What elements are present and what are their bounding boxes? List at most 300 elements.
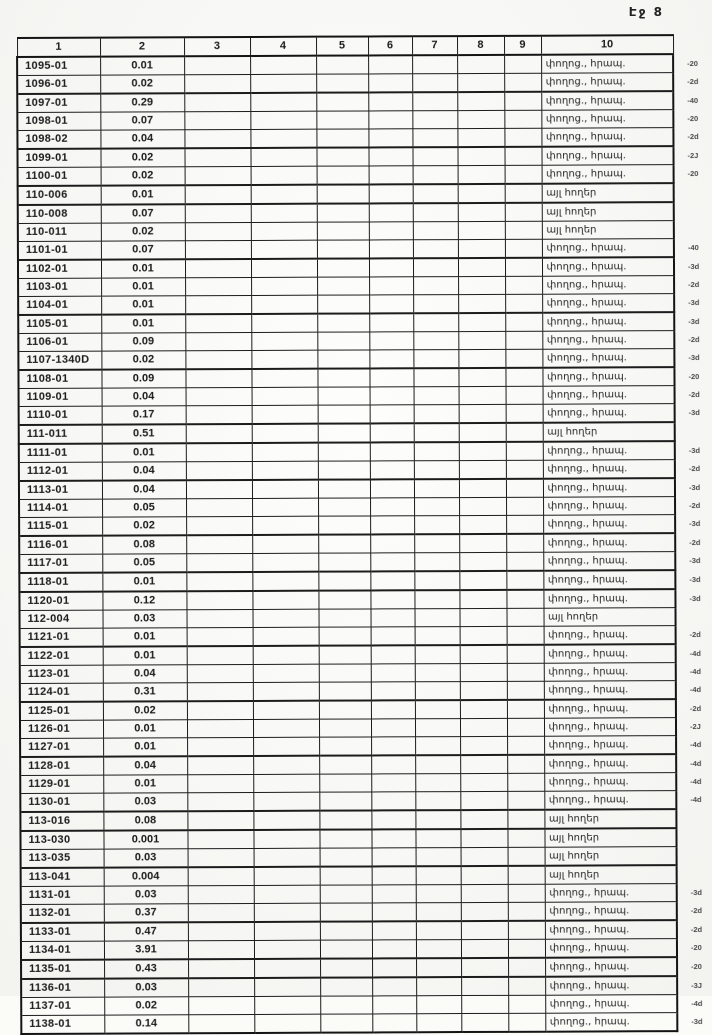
empty-cell	[319, 645, 371, 664]
empty-cell	[506, 552, 543, 571]
empty-cell	[251, 332, 317, 350]
column-header-5: 5	[316, 36, 368, 55]
empty-cell	[412, 147, 457, 166]
parcel-id: 1133-01	[21, 923, 104, 942]
parcel-id: 1110-01	[19, 406, 102, 425]
empty-cell	[508, 902, 545, 921]
empty-cell	[414, 571, 459, 590]
empty-cell	[320, 996, 372, 1014]
empty-cell	[185, 295, 251, 314]
empty-cell	[412, 55, 457, 74]
empty-cell	[458, 184, 505, 203]
empty-cell	[188, 867, 254, 886]
empty-cell	[460, 773, 507, 791]
empty-cell	[414, 590, 459, 609]
margin-annotation: -2d	[688, 335, 700, 345]
empty-cell	[316, 111, 368, 129]
empty-cell	[416, 885, 461, 903]
parcel-id: 1113-01	[19, 481, 102, 500]
empty-cell	[507, 645, 544, 664]
empty-cell	[413, 313, 458, 332]
column-header-7: 7	[412, 36, 457, 55]
empty-cell	[371, 627, 415, 646]
land-category: փողոց., հրապ.	[544, 681, 676, 700]
parcel-id: 1132-01	[21, 904, 104, 923]
empty-cell	[372, 903, 416, 922]
empty-cell	[317, 184, 369, 203]
empty-cell	[506, 479, 543, 498]
empty-cell	[461, 977, 508, 996]
empty-cell	[370, 423, 414, 442]
empty-cell	[458, 221, 505, 239]
parcel-id: 1122-01	[20, 647, 103, 666]
area-value: 0.01	[103, 628, 187, 647]
area-value: 0.01	[103, 646, 187, 665]
area-value: 0.14	[104, 1015, 188, 1034]
empty-cell	[459, 460, 506, 479]
margin-annotation: -4d	[689, 648, 701, 658]
margin-header-spacer	[673, 35, 712, 54]
empty-cell	[459, 479, 506, 498]
empty-cell	[250, 148, 316, 167]
area-value: 0.03	[103, 610, 187, 628]
empty-cell	[459, 608, 506, 626]
empty-cell	[504, 110, 541, 128]
margin-annotation: -2d	[688, 464, 701, 474]
parcel-id: 1125-01	[20, 702, 103, 721]
land-category: այլ հողեր	[545, 847, 677, 866]
parcel-id: 113-016	[20, 812, 103, 831]
empty-cell	[253, 682, 319, 701]
margin-annotation: -4d	[690, 740, 702, 750]
table-row	[21, 1012, 712, 1034]
land-category: փողոց., հրապ.	[542, 276, 674, 295]
margin-annotation: -2d	[687, 132, 699, 142]
empty-cell	[416, 958, 461, 977]
empty-cell	[504, 128, 541, 147]
land-category: փողոց., հրապ.	[543, 404, 675, 423]
empty-cell	[459, 571, 506, 590]
empty-cell	[317, 295, 369, 314]
area-value: 0.01	[102, 443, 186, 462]
empty-cell	[508, 958, 545, 977]
empty-cell	[371, 645, 415, 664]
area-value: 0.01	[103, 720, 187, 738]
parcel-id: 1118-01	[19, 573, 102, 592]
empty-cell	[460, 626, 507, 645]
parcel-id: 1120-01	[19, 592, 102, 611]
empty-cell	[317, 313, 369, 332]
empty-cell	[459, 423, 506, 442]
empty-cell	[371, 737, 415, 756]
land-category: այլ հողեր	[544, 809, 676, 829]
parcel-id: 110-008	[18, 205, 101, 224]
margin-annotation: -20	[688, 371, 700, 381]
empty-cell	[187, 701, 253, 720]
parcel-id: 1108-01	[18, 370, 101, 389]
margin-annotation: -2d	[688, 280, 700, 290]
empty-cell	[414, 442, 459, 461]
empty-cell	[458, 276, 505, 294]
land-category: փողոց., հրապ.	[542, 165, 674, 184]
empty-cell	[317, 332, 369, 350]
empty-cell	[185, 185, 251, 204]
empty-cell	[504, 92, 541, 111]
margin-annotation	[677, 846, 712, 865]
empty-cell	[251, 295, 317, 314]
margin-annotation: -4d	[689, 685, 702, 695]
empty-cell	[316, 147, 368, 166]
empty-cell	[188, 885, 254, 903]
empty-cell	[318, 423, 370, 442]
empty-cell	[414, 405, 459, 424]
empty-cell	[187, 646, 253, 665]
empty-cell	[461, 958, 508, 977]
empty-cell	[507, 718, 544, 736]
empty-cell	[250, 74, 316, 93]
empty-cell	[318, 498, 370, 516]
empty-cell	[252, 572, 318, 591]
empty-cell	[460, 681, 507, 700]
margin-annotation	[674, 202, 712, 221]
parcel-id: 1105-01	[18, 315, 101, 334]
area-value: 0.08	[102, 535, 186, 554]
empty-cell	[318, 387, 370, 405]
empty-cell	[505, 203, 542, 222]
parcel-id: 1114-01	[19, 499, 102, 517]
empty-cell	[251, 314, 317, 333]
land-category: փողոց., հրապ.	[543, 478, 675, 497]
empty-cell	[457, 147, 504, 166]
empty-cell	[371, 774, 415, 792]
parcel-id: 1109-01	[19, 388, 102, 406]
area-value: 0.01	[101, 259, 185, 278]
empty-cell	[186, 535, 252, 554]
parcel-id: 1135-01	[21, 960, 104, 979]
empty-cell	[187, 792, 253, 811]
empty-cell	[506, 608, 543, 626]
empty-cell	[506, 460, 543, 479]
area-value: 0.01	[101, 314, 185, 333]
column-header-10: 10	[541, 35, 673, 55]
empty-cell	[186, 424, 252, 443]
area-value: 0.004	[104, 867, 188, 886]
empty-cell	[415, 810, 460, 829]
empty-cell	[251, 350, 317, 369]
empty-cell	[252, 443, 318, 462]
table-body	[17, 54, 712, 1034]
margin-annotation	[676, 809, 712, 828]
parcel-id: 1097-01	[17, 94, 100, 113]
empty-cell	[318, 442, 370, 461]
empty-cell	[506, 590, 543, 609]
empty-cell	[188, 959, 254, 978]
empty-cell	[187, 664, 253, 682]
empty-cell	[187, 756, 253, 775]
area-value: 0.09	[101, 369, 185, 388]
empty-cell	[251, 222, 317, 240]
empty-cell	[185, 314, 251, 333]
empty-cell	[186, 405, 252, 424]
empty-cell	[459, 497, 506, 515]
parcel-id: 1124-01	[20, 683, 103, 702]
margin-annotation: -2d	[689, 630, 701, 640]
empty-cell	[252, 553, 318, 572]
area-value: 0.001	[103, 830, 187, 849]
empty-cell	[415, 700, 460, 719]
empty-cell	[415, 737, 460, 756]
area-value: 0.07	[101, 241, 185, 260]
empty-cell	[506, 571, 543, 590]
empty-cell	[185, 277, 251, 295]
empty-cell	[372, 977, 416, 996]
empty-cell	[188, 922, 254, 941]
empty-cell	[316, 55, 368, 74]
empty-cell	[317, 277, 369, 295]
empty-cell	[368, 111, 412, 129]
parcel-id: 1127-01	[20, 738, 103, 757]
empty-cell	[416, 1014, 461, 1033]
empty-cell	[414, 461, 459, 480]
empty-cell	[507, 810, 544, 829]
empty-cell	[504, 147, 541, 166]
empty-cell	[458, 331, 505, 349]
empty-cell	[413, 295, 458, 314]
empty-cell	[317, 240, 369, 259]
empty-cell	[185, 204, 251, 223]
empty-cell	[413, 368, 458, 387]
empty-cell	[460, 718, 507, 736]
empty-cell	[416, 848, 461, 867]
empty-cell	[320, 958, 372, 977]
empty-cell	[251, 240, 317, 259]
empty-cell	[252, 461, 318, 480]
empty-cell	[188, 978, 254, 997]
empty-cell	[460, 645, 507, 664]
empty-cell	[319, 664, 371, 682]
land-category: փողոց., հրապ.	[543, 552, 675, 571]
area-value: 0.01	[101, 278, 185, 296]
empty-cell	[368, 147, 412, 166]
empty-cell	[252, 387, 318, 405]
margin-annotation: -3d	[689, 575, 701, 585]
empty-cell	[506, 515, 543, 534]
empty-cell	[185, 332, 251, 350]
empty-cell	[414, 516, 459, 535]
empty-cell	[370, 553, 414, 572]
column-header-9: 9	[504, 36, 541, 55]
margin-annotation: -4d	[689, 667, 702, 677]
empty-cell	[188, 848, 254, 867]
empty-cell	[457, 73, 504, 92]
margin-annotation: -2d	[690, 924, 703, 934]
empty-cell	[253, 774, 319, 792]
area-value: 0.51	[102, 424, 186, 443]
empty-cell	[369, 222, 413, 240]
parcel-id: 1136-01	[21, 979, 104, 998]
land-category: փողոց., հրապ.	[545, 920, 677, 939]
margin-annotation	[674, 220, 712, 238]
empty-cell	[320, 903, 372, 922]
empty-cell	[253, 719, 319, 737]
area-value: 0.04	[103, 665, 187, 683]
empty-cell	[252, 480, 318, 499]
empty-cell	[186, 498, 252, 516]
empty-cell	[507, 755, 544, 774]
empty-cell	[416, 996, 461, 1014]
empty-cell	[506, 423, 543, 442]
empty-cell	[413, 350, 458, 369]
margin-annotation: -20	[691, 962, 702, 972]
land-category: այլ հողեր	[543, 608, 675, 627]
empty-cell	[370, 442, 414, 461]
empty-cell	[370, 498, 414, 516]
empty-cell	[370, 571, 414, 590]
empty-cell	[505, 276, 542, 294]
margin-annotation	[675, 607, 712, 625]
margin-annotation	[675, 422, 712, 441]
empty-cell	[412, 129, 457, 148]
margin-annotation: -3d	[691, 1017, 703, 1027]
parcel-id: 112-004	[20, 610, 103, 628]
empty-cell	[372, 885, 416, 903]
area-value: 0.04	[102, 480, 186, 499]
empty-cell	[415, 664, 460, 682]
parcel-id: 1115-01	[19, 517, 102, 536]
area-value: 0.02	[103, 701, 187, 720]
margin-annotation: -20	[687, 169, 699, 179]
empty-cell	[458, 239, 505, 258]
margin-annotation: -40	[687, 95, 699, 105]
land-category: փողոց., հրապ.	[542, 312, 674, 331]
margin-annotation: -3d	[688, 408, 700, 418]
empty-cell	[368, 92, 412, 111]
empty-cell	[506, 442, 543, 461]
empty-cell	[252, 498, 318, 516]
empty-cell	[507, 773, 544, 791]
area-value: 0.12	[102, 591, 186, 610]
empty-cell	[506, 404, 543, 423]
land-category: փողոց., հրապ.	[543, 460, 675, 479]
empty-cell	[416, 921, 461, 940]
land-category: փողոց., հրապ.	[541, 146, 673, 165]
area-value: 0.03	[104, 886, 188, 904]
empty-cell	[188, 903, 254, 922]
empty-cell	[370, 461, 414, 480]
empty-cell	[187, 774, 253, 792]
empty-cell	[253, 756, 319, 775]
empty-cell	[319, 737, 371, 756]
margin-annotation: -3d	[688, 482, 701, 492]
margin-annotation: -3d	[687, 261, 700, 271]
area-value: 0.02	[104, 997, 188, 1015]
empty-cell	[253, 664, 319, 682]
empty-cell	[252, 424, 318, 443]
margin-annotation: -2d	[687, 77, 699, 87]
land-category: փողոց., հրապ.	[542, 257, 674, 276]
empty-cell	[459, 386, 506, 404]
empty-cell	[461, 847, 508, 866]
land-category: փողոց., հրապ.	[541, 91, 673, 110]
land-category: այլ հողեր	[542, 221, 674, 240]
empty-cell	[320, 885, 372, 903]
empty-cell	[506, 534, 543, 553]
parcel-id: 1099-01	[17, 149, 100, 168]
parcel-id: 1102-01	[18, 260, 101, 279]
area-value: 0.01	[101, 296, 185, 315]
empty-cell	[368, 55, 412, 74]
area-value: 0.07	[100, 112, 184, 130]
margin-annotation: -4d	[690, 795, 702, 805]
land-category: փողոց., հրապ.	[545, 902, 677, 921]
land-category: այլ հողեր	[544, 828, 676, 847]
empty-cell	[369, 258, 413, 277]
land-category: փողոց., հրապ.	[542, 349, 674, 368]
empty-cell	[185, 166, 251, 185]
empty-cell	[251, 166, 317, 185]
empty-cell	[461, 921, 508, 940]
empty-cell	[184, 148, 250, 167]
margin-annotation: -3d	[689, 593, 701, 603]
parcel-id: 110-011	[18, 223, 101, 241]
margin-annotation	[676, 828, 712, 847]
empty-cell	[459, 552, 506, 571]
empty-cell	[254, 1014, 320, 1033]
area-value: 0.47	[104, 922, 188, 941]
empty-cell	[507, 791, 544, 810]
margin-annotation: -2d	[689, 703, 702, 713]
empty-cell	[414, 553, 459, 572]
land-category: փողոց., հրապ.	[545, 995, 677, 1014]
empty-cell	[252, 405, 318, 424]
empty-cell	[320, 940, 372, 959]
empty-cell	[414, 534, 459, 553]
area-value: 0.01	[100, 56, 184, 75]
empty-cell	[187, 737, 253, 756]
empty-cell	[251, 185, 317, 204]
margin-annotation: -3d	[688, 353, 700, 363]
parcel-id: 1130-01	[20, 793, 103, 812]
empty-cell	[413, 166, 458, 185]
empty-cell	[184, 129, 250, 148]
area-value: 0.02	[101, 167, 185, 186]
margin-annotation: -3d	[688, 316, 700, 326]
empty-cell	[317, 368, 369, 387]
empty-cell	[458, 368, 505, 387]
margin-annotation: -3d	[690, 888, 703, 898]
empty-cell	[370, 479, 414, 498]
empty-cell	[372, 866, 416, 885]
empty-cell	[508, 866, 545, 885]
land-category: փողոց., հրապ.	[543, 589, 675, 608]
empty-cell	[369, 203, 413, 222]
empty-cell	[254, 903, 320, 922]
parcel-id: 1138-01	[21, 1015, 104, 1034]
land-category: փողոց., հրապ.	[544, 663, 676, 682]
empty-cell	[505, 184, 542, 203]
area-value: 0.02	[100, 148, 184, 167]
empty-cell	[251, 277, 317, 295]
empty-cell	[185, 350, 251, 369]
empty-cell	[416, 866, 461, 885]
parcel-id: 1116-01	[19, 536, 102, 555]
area-value: 0.05	[102, 499, 186, 517]
empty-cell	[318, 571, 370, 590]
area-value: 0.02	[101, 351, 185, 370]
empty-cell	[251, 369, 317, 388]
empty-cell	[413, 222, 458, 240]
empty-cell	[461, 995, 508, 1013]
